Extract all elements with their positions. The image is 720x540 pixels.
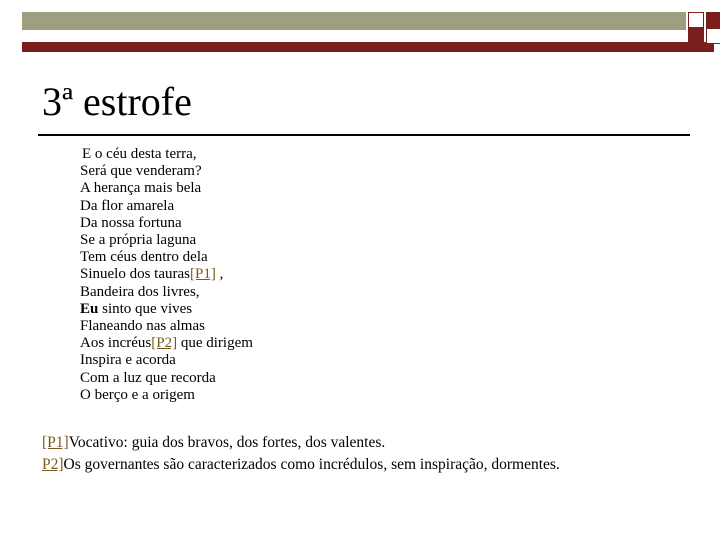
poem-line: Tem céus dentro dela <box>80 249 208 266</box>
slide-title: 3ª estrofe <box>42 79 192 124</box>
poem-text: que dirigem <box>177 335 253 352</box>
poem-line <box>80 301 253 318</box>
poem-text: , <box>215 266 224 283</box>
corner-square-2 <box>688 28 704 44</box>
poem-bold-word: Eu <box>80 300 99 317</box>
poem-line-with-ref <box>80 266 253 283</box>
poem-line: Com a luz que recorda <box>80 369 216 386</box>
poem-text: Sinuelo dos tauras <box>80 266 190 283</box>
poem-line: Se a própria laguna <box>80 232 197 249</box>
footnote-p1 <box>42 432 560 454</box>
top-red-bar <box>22 42 714 52</box>
poem-text: Aos incréus <box>80 335 152 352</box>
poem-line: Será que venderam? <box>80 163 202 180</box>
corner-square-3 <box>706 12 720 28</box>
top-olive-bar <box>22 12 686 30</box>
poem-line: Da flor amarela <box>80 197 175 214</box>
corner-square-4 <box>706 28 720 44</box>
slide-header-decoration <box>22 12 712 42</box>
footnote-anchor-p2[interactable]: P2] <box>42 456 64 473</box>
poem-stanza <box>80 146 253 404</box>
poem-line-with-ref <box>80 335 253 352</box>
footnote-link-p2[interactable]: [P2] <box>151 335 178 352</box>
poem-line: O berço e a origem <box>80 386 195 403</box>
footnote-text: Os governantes são caracterizados como incrédulos, sem inspiração, dormentes. <box>63 456 560 473</box>
footnote-p2 <box>42 454 560 476</box>
poem-line: Da nossa fortuna <box>80 214 182 231</box>
footnote-anchor-p1[interactable]: [P1] <box>42 434 69 451</box>
title-divider <box>38 134 690 136</box>
poem-line: A herança mais bela <box>80 180 202 197</box>
footnotes <box>42 432 560 476</box>
footnote-text: Vocativo: guia dos bravos, dos fortes, dos valentes. <box>68 434 386 451</box>
poem-line: E o céu desta terra, <box>82 146 197 162</box>
corner-square-1 <box>688 12 704 28</box>
poem-line: Inspira e acorda <box>80 352 176 369</box>
poem-line: Bandeira dos livres, <box>80 283 200 300</box>
poem-text: sinto que vives <box>98 300 193 317</box>
poem-line: Flaneando nas almas <box>80 318 205 335</box>
footnote-link-p1[interactable]: [P1] <box>190 266 216 283</box>
